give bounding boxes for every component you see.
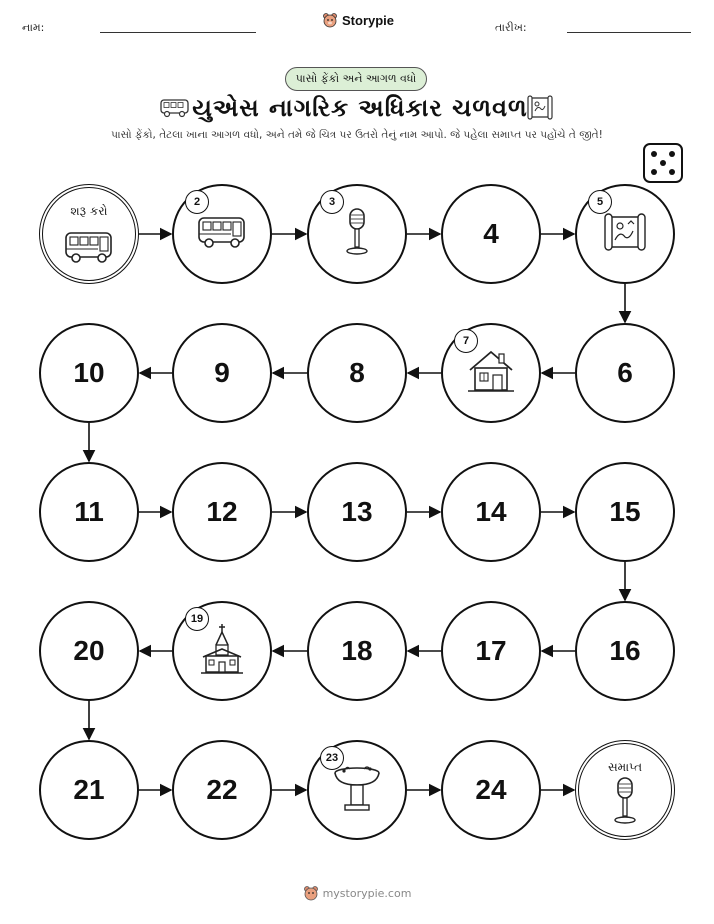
space-number-badge: 23: [320, 746, 344, 770]
space-number-badge: 19: [185, 607, 209, 631]
space-number: 22: [206, 774, 238, 805]
board-space-15: [575, 462, 675, 562]
bear-logo-icon: [303, 885, 319, 901]
bus-icon: [64, 229, 114, 269]
space-number: 11: [74, 496, 104, 527]
space-number: 9: [214, 357, 230, 388]
board-space-16: [575, 601, 675, 701]
water-fountain-icon: [330, 761, 384, 819]
space-number: 6: [617, 357, 633, 388]
finish-space: [575, 740, 675, 840]
space-number: 16: [609, 635, 641, 666]
space-number: 15: [609, 496, 641, 527]
board-space-21: [39, 740, 139, 840]
subtitle-pill: પાસો ફેંકો અને આગળ વધો: [285, 67, 427, 91]
start-label: શરૂ કરો: [70, 204, 108, 218]
date-label: તારીખ:: [495, 21, 527, 34]
start-space: [39, 184, 139, 284]
space-number-badge: 5: [588, 190, 612, 214]
board-space-22: [172, 740, 272, 840]
microphone-icon: [342, 207, 372, 261]
board-space-4: [441, 184, 541, 284]
board-space-10: [39, 323, 139, 423]
space-number: 14: [475, 496, 507, 527]
space-number-badge: 7: [454, 329, 478, 353]
board-space-12: [172, 462, 272, 562]
space-number: 20: [73, 635, 105, 666]
space-number-badge: 2: [185, 190, 209, 214]
microphone-icon: [610, 776, 640, 830]
space-number: 24: [475, 774, 507, 805]
instructions: પાસો ફેંકો, તેટલા ખાના આગળ વધો, અને તમે જે ચિત્ર પર ઉતરો તેનું નામ આપો. જે પહેલા સમાપ્ત પર પહોંચે તે જીતે!: [111, 129, 603, 141]
board-space-20: [39, 601, 139, 701]
space-number: 10: [73, 357, 105, 388]
board-space-17: [441, 601, 541, 701]
board-space-9: [172, 323, 272, 423]
space-number: 21: [73, 774, 105, 805]
board-space-8: [307, 323, 407, 423]
board-space-14: [441, 462, 541, 562]
brand-name: Storypie: [342, 12, 395, 28]
space-number: 13: [341, 496, 373, 527]
space-number: 18: [341, 635, 373, 666]
scroll-map-icon: [603, 212, 647, 256]
space-number: 12: [206, 496, 238, 527]
church-icon: [200, 623, 244, 679]
board-space-6: [575, 323, 675, 423]
space-number: 4: [483, 218, 499, 249]
board-space-11: [39, 462, 139, 562]
space-number: 8: [349, 357, 365, 388]
house-icon: [466, 348, 516, 398]
footer: [0, 885, 714, 901]
bus-icon: [197, 214, 247, 254]
page-title: યુએસ નાગરિક અધિકાર ચળવળ: [192, 94, 528, 122]
board-space-24: [441, 740, 541, 840]
footer-url: mystorypie.com: [322, 886, 412, 900]
name-label: નામ:: [22, 21, 45, 34]
space-number: 17: [475, 635, 507, 666]
finish-label: સમાપ્ત: [607, 760, 643, 774]
board-space-13: [307, 462, 407, 562]
space-number-badge: 3: [320, 190, 344, 214]
board-space-18: [307, 601, 407, 701]
